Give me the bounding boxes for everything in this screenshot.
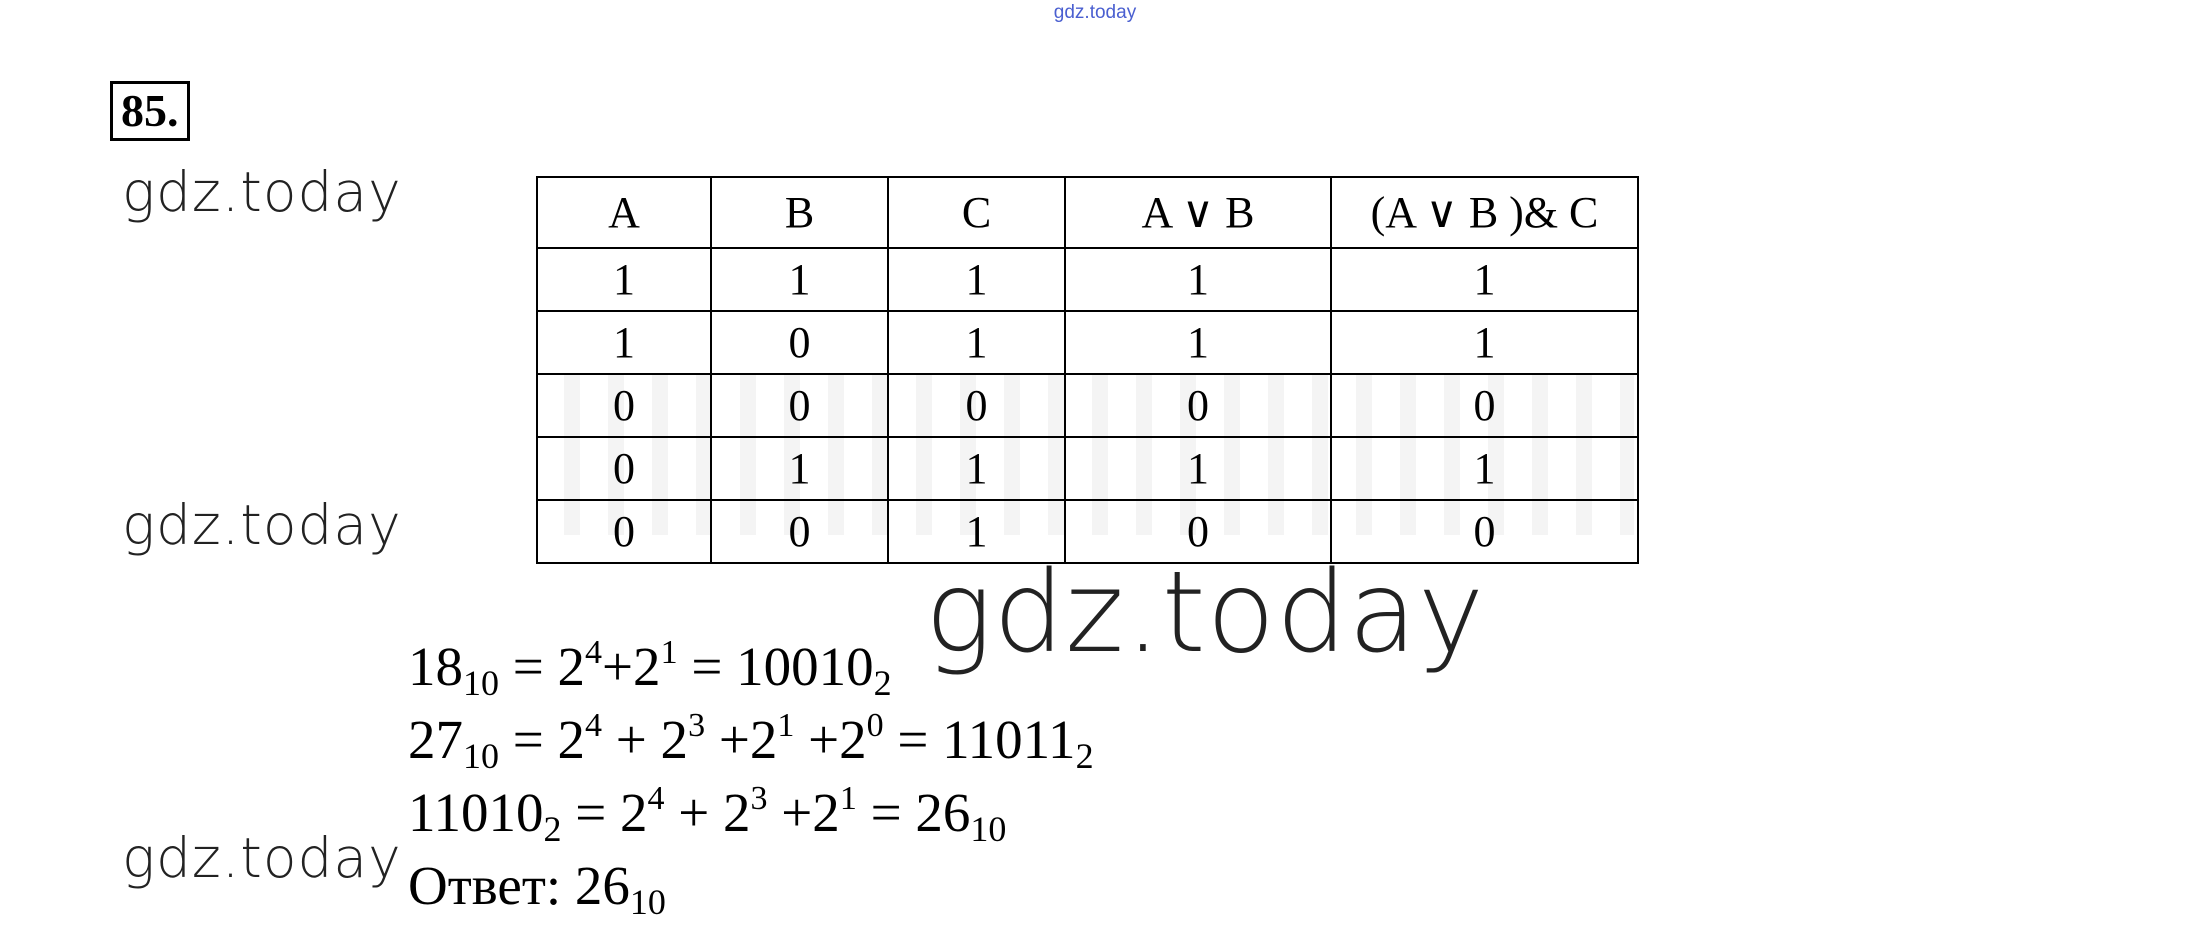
truth-table <box>536 176 1639 564</box>
table-cell: 0 <box>537 374 711 437</box>
expression: + 2 <box>664 782 751 843</box>
number: 27 <box>408 709 463 770</box>
table-row <box>537 311 1638 374</box>
result: = 10010 <box>677 636 874 697</box>
base-subscript: 2 <box>873 663 892 703</box>
answer-text: Ответ: 26 <box>408 855 630 916</box>
table-cell: 0 <box>711 311 888 374</box>
watermark-text: gdz.today <box>122 160 402 224</box>
table-cell: 1 <box>537 311 711 374</box>
table-cell: 1 <box>1065 248 1331 311</box>
power: 4 <box>585 634 603 671</box>
power: 0 <box>866 707 884 744</box>
table-cell: 1 <box>888 248 1065 311</box>
table-row <box>537 437 1638 500</box>
table-cell: 1 <box>1331 248 1638 311</box>
watermark-large: gdz.today <box>925 548 1486 678</box>
table-cell: 0 <box>1065 500 1331 563</box>
column-header: (A ∨ B )& C <box>1331 177 1638 248</box>
expression: = 2 <box>561 782 648 843</box>
number: 18 <box>408 636 463 697</box>
problem-number: 85. <box>110 81 190 141</box>
table-cell: 1 <box>1065 437 1331 500</box>
table-cell: 0 <box>711 374 888 437</box>
expression: +2 <box>767 782 840 843</box>
answer-line <box>408 849 1094 922</box>
expression: +2 <box>705 709 778 770</box>
power: 3 <box>750 780 768 817</box>
table-cell: 1 <box>888 437 1065 500</box>
base-subscript: 10 <box>463 663 499 703</box>
table-cell: 1 <box>888 311 1065 374</box>
column-header: A ∨ B <box>1065 177 1331 248</box>
watermark-text: gdz.today <box>122 493 402 557</box>
table-cell: 1 <box>1331 437 1638 500</box>
column-header: C <box>888 177 1065 248</box>
result: = 11011 <box>883 709 1076 770</box>
expression: + 2 <box>602 709 689 770</box>
table-cell: 1 <box>888 500 1065 563</box>
table-cell: 1 <box>711 437 888 500</box>
table-cell: 0 <box>537 500 711 563</box>
expression: = 2 <box>499 636 586 697</box>
table-cell: 0 <box>1065 374 1331 437</box>
expression: +2 <box>602 636 661 697</box>
base-subscript: 2 <box>1075 736 1094 776</box>
site-link[interactable]: gdz.today <box>1053 2 1137 23</box>
base-subscript: 10 <box>970 809 1007 849</box>
power: 3 <box>688 707 706 744</box>
base-subscript: 10 <box>463 736 499 776</box>
table-cell: 0 <box>711 500 888 563</box>
conversion-line-3 <box>408 776 1094 849</box>
table-cell: 1 <box>1065 311 1331 374</box>
expression: +2 <box>794 709 867 770</box>
table-cell: 0 <box>888 374 1065 437</box>
table-row <box>537 248 1638 311</box>
table-cell: 0 <box>1331 374 1638 437</box>
base-subscript: 2 <box>543 809 562 849</box>
table-cell: 1 <box>711 248 888 311</box>
power: 4 <box>647 780 665 817</box>
base-subscript: 10 <box>629 882 666 922</box>
power: 1 <box>777 707 795 744</box>
table-cell: 1 <box>1331 311 1638 374</box>
table-cell: 1 <box>537 248 711 311</box>
conversion-line-2 <box>408 703 1094 776</box>
table-cell: 0 <box>1331 500 1638 563</box>
table-cell: 0 <box>537 437 711 500</box>
column-header: B <box>711 177 888 248</box>
power: 1 <box>660 634 678 671</box>
power: 4 <box>585 707 603 744</box>
watermark-text: gdz.today <box>122 826 402 890</box>
table-row <box>537 374 1638 437</box>
table-header-row <box>537 177 1638 248</box>
power: 1 <box>839 780 857 817</box>
column-header: A <box>537 177 711 248</box>
result: = 26 <box>856 782 971 843</box>
expression: = 2 <box>499 709 586 770</box>
number: 11010 <box>408 782 544 843</box>
